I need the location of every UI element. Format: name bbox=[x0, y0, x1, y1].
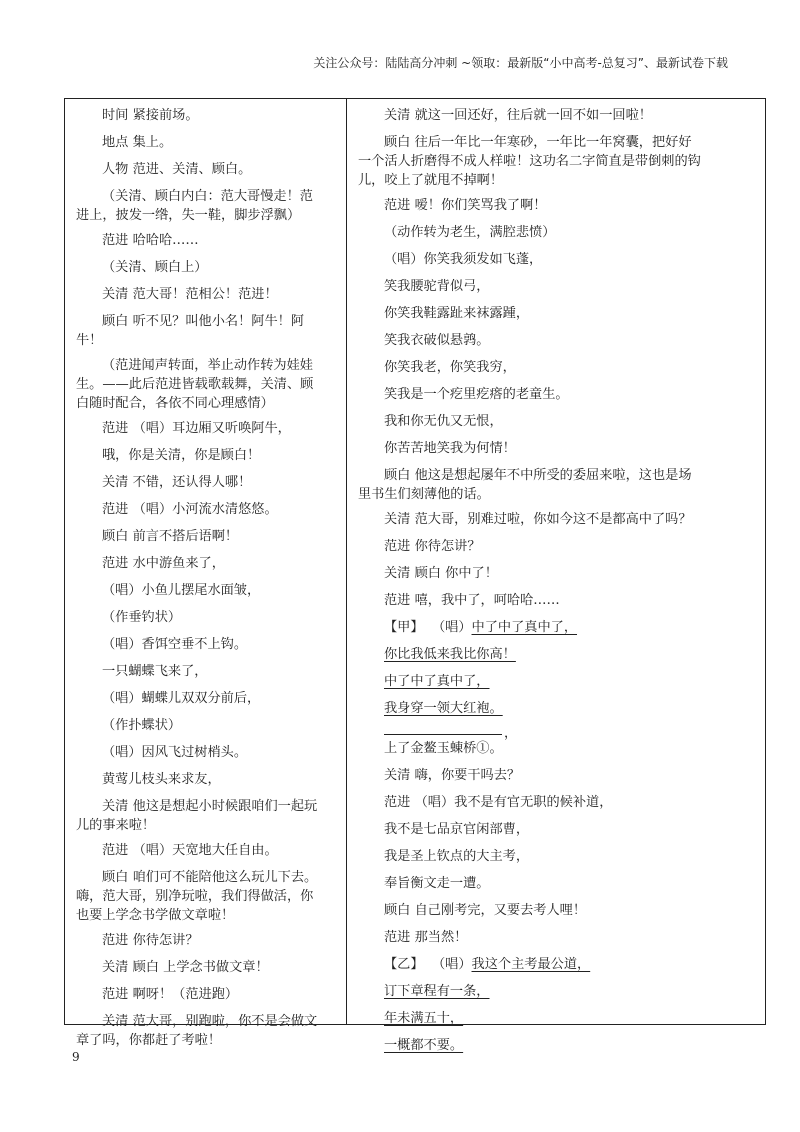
text-line: 黄莺儿枝头来求友， bbox=[102, 772, 221, 787]
text-line: 范进 哈哈哈…… bbox=[102, 233, 199, 248]
text-line: 顾白 听不见？叫他小名！阿牛！阿 bbox=[102, 314, 305, 329]
text-line: 范进 那当然！ bbox=[384, 930, 468, 945]
text-line: 我是圣上钦点的大主考， bbox=[384, 849, 530, 864]
yi-label: 【乙】 bbox=[384, 957, 424, 972]
text-line: 笑我腰驼背似弓， bbox=[384, 279, 490, 294]
text-line: 关清 就这一回还好，往后就一回不如一回啦！ bbox=[384, 108, 652, 123]
jia-line-6 bbox=[358, 739, 756, 759]
text-line: 哦，你是关清，你是顾白！ bbox=[102, 448, 261, 463]
text-line: （关清、顾白上） bbox=[102, 260, 208, 275]
text-line: 顾白 前言不搭后语啊！ bbox=[102, 529, 239, 544]
text-line: （唱）香饵空垂不上钩。 bbox=[102, 637, 248, 652]
page-header: 关注公众号：陆陆高分冲刺 ~领取：最新版“小中高考-总复习”、最新试卷下载 bbox=[313, 56, 728, 70]
text-line: （唱）蝴蝶儿双双分前后， bbox=[102, 691, 261, 706]
yi-line-3 bbox=[358, 1009, 756, 1029]
text-line: 你苦苦地笑我为何情！ bbox=[384, 441, 516, 456]
text-line: 顾白 咱们可不能陪他这么玩儿下去。 bbox=[102, 870, 318, 885]
text-line: 关清 范大哥，别难过啦，你如今这不是都高中了吗？ bbox=[384, 512, 692, 527]
text-line: 儿，咬上了就甩不掉啊！ bbox=[358, 173, 504, 188]
column-divider bbox=[346, 98, 347, 1025]
text-line: 关清 范大哥！范相公！范进！ bbox=[102, 287, 278, 302]
text-line: 人物 范进、关清、顾白。 bbox=[102, 162, 252, 177]
text-line: 关清 范大哥，别跑啦，你不是会做文 bbox=[102, 1014, 318, 1029]
text-line: 你笑我老，你笑我穷， bbox=[384, 360, 516, 375]
text-line: 范进 嘻，我中了，呵哈哈…… bbox=[384, 593, 560, 608]
text-line: 白随时配合，各依不同心理感情） bbox=[76, 396, 274, 411]
passage-jia bbox=[358, 618, 756, 638]
text-line: 范进 你待怎讲？ bbox=[102, 933, 199, 948]
text-line: 你笑我鞋露趾来袜露踵， bbox=[384, 306, 530, 321]
passage-yi bbox=[358, 955, 756, 975]
text-line: 笑我是一个疙里疙瘩的老童生。 bbox=[384, 387, 569, 402]
text-line: 关清 他这是想起小时候跟咱们一起玩 bbox=[102, 799, 318, 814]
text-line: 范进 （唱）耳边厢又听唤阿牛， bbox=[102, 421, 291, 436]
text-line: 关清 顾白 你中了！ bbox=[384, 566, 498, 581]
jia-line-2-text: 你比我低来我比你高！ bbox=[384, 647, 516, 662]
jia-line-1: 中了中了真中了， bbox=[471, 620, 578, 635]
text-line: 我和你无仇又无恨， bbox=[384, 414, 503, 429]
yi-sing: （唱） bbox=[431, 957, 472, 972]
text-line: （唱）你笑我须发如飞蓬， bbox=[384, 252, 543, 267]
jia-line-4-text: 我身穿一领大红袍。 bbox=[384, 701, 503, 716]
text-line: 顾白 他这是想起屡年不中所受的委屈来啦，这也是场 bbox=[384, 468, 692, 483]
jia-comma: ， bbox=[504, 726, 518, 741]
text-line: 关清 不错，还认得人哪！ bbox=[102, 475, 252, 490]
text-line: （唱）小鱼儿摆尾水面皱， bbox=[102, 583, 261, 598]
text-line: 进上，披发一绺，失一鞋，脚步浮飘） bbox=[76, 208, 301, 223]
yi-line-3-text: 年未满五十， bbox=[384, 1011, 464, 1026]
text-line: 地点 集上。 bbox=[102, 135, 173, 150]
jia-sing: （唱） bbox=[431, 620, 472, 635]
text-line: （关清、顾白内白：范大哥慢走！范 bbox=[102, 189, 313, 204]
text-line: 我不是七品京官闲部曹， bbox=[384, 822, 530, 837]
text-line: 生。——此后范进皆载歌载舞，关清、顾 bbox=[76, 377, 314, 392]
text-line: 范进 你待怎讲？ bbox=[384, 539, 481, 554]
text-line: （范进闻声转面，举止动作转为娃娃 bbox=[102, 358, 313, 373]
text-line: 牛！ bbox=[76, 333, 103, 348]
yi-line-2 bbox=[358, 982, 756, 1002]
text-line: 里书生们刻薄他的话。 bbox=[358, 487, 490, 502]
text-line: （作扑蝶状） bbox=[102, 718, 182, 733]
text-line: 嗨，范大哥，别净玩啦，我们得做活，你 bbox=[76, 889, 314, 904]
yi-line-4-text: 一概都不要。 bbox=[384, 1038, 464, 1053]
text-line: （唱）因风飞过树梢头。 bbox=[102, 745, 248, 760]
text-line: 范进 （唱）天宽地大任自由。 bbox=[102, 843, 278, 858]
text-line: 范进 啊呀！（范进跑） bbox=[102, 987, 239, 1002]
text-line: 范进 嗳！你们笑骂我了啊！ bbox=[384, 198, 547, 213]
text-line: （动作转为老生，满腔悲愤） bbox=[384, 225, 556, 240]
jia-line-4 bbox=[358, 699, 756, 719]
page-number: 9 bbox=[72, 1050, 80, 1064]
jia-line-6-text: 上了金鳌玉蝀桥①。 bbox=[384, 741, 503, 756]
text-line: 范进 （唱）我不是有官无职的候补道， bbox=[384, 795, 613, 810]
yi-line-2-text: 订下章程有一条， bbox=[384, 984, 490, 999]
jia-line-3-text: 中了中了真中了， bbox=[384, 674, 490, 689]
text-line: 一只蝴蝶飞来了， bbox=[102, 664, 208, 679]
text-line: 顾白 自己刚考完，又要去考人哩！ bbox=[384, 903, 587, 918]
yi-line-4 bbox=[358, 1036, 756, 1056]
fill-in-blank bbox=[384, 733, 502, 735]
text-line: （作垂钓状） bbox=[102, 610, 182, 625]
text-line: 儿的事来啦！ bbox=[76, 818, 156, 833]
jia-line-3 bbox=[358, 672, 756, 692]
text-line: 关清 顾白 上学念书做文章！ bbox=[102, 960, 269, 975]
jia-label: 【甲】 bbox=[384, 620, 424, 635]
yi-line-1: 我这个主考最公道， bbox=[471, 957, 591, 972]
text-line: 顾白 往后一年比一年寒砂，一年比一年窝囊，把好好 bbox=[384, 135, 692, 150]
text-line: 关清 嗨，你要干吗去？ bbox=[384, 768, 521, 783]
text-line: 一个活人折磨得不成人样啦！这功名二字简直是带倒刺的钩 bbox=[358, 154, 701, 169]
text-line: 奉旨衡文走一遭。 bbox=[384, 876, 490, 891]
jia-line-2 bbox=[358, 645, 756, 665]
text-line: 章了吗，你都赶了考啦！ bbox=[76, 1033, 222, 1048]
text-line: 也要上学念书学做文章啦！ bbox=[76, 908, 235, 923]
text-line: 时间 紧接前场。 bbox=[102, 108, 199, 123]
text-line: 范进 （唱）小河流水清悠悠。 bbox=[102, 502, 278, 517]
text-line: 范进 水中游鱼来了， bbox=[102, 556, 225, 571]
text-line: 笑我衣破似悬鹑。 bbox=[384, 333, 490, 348]
